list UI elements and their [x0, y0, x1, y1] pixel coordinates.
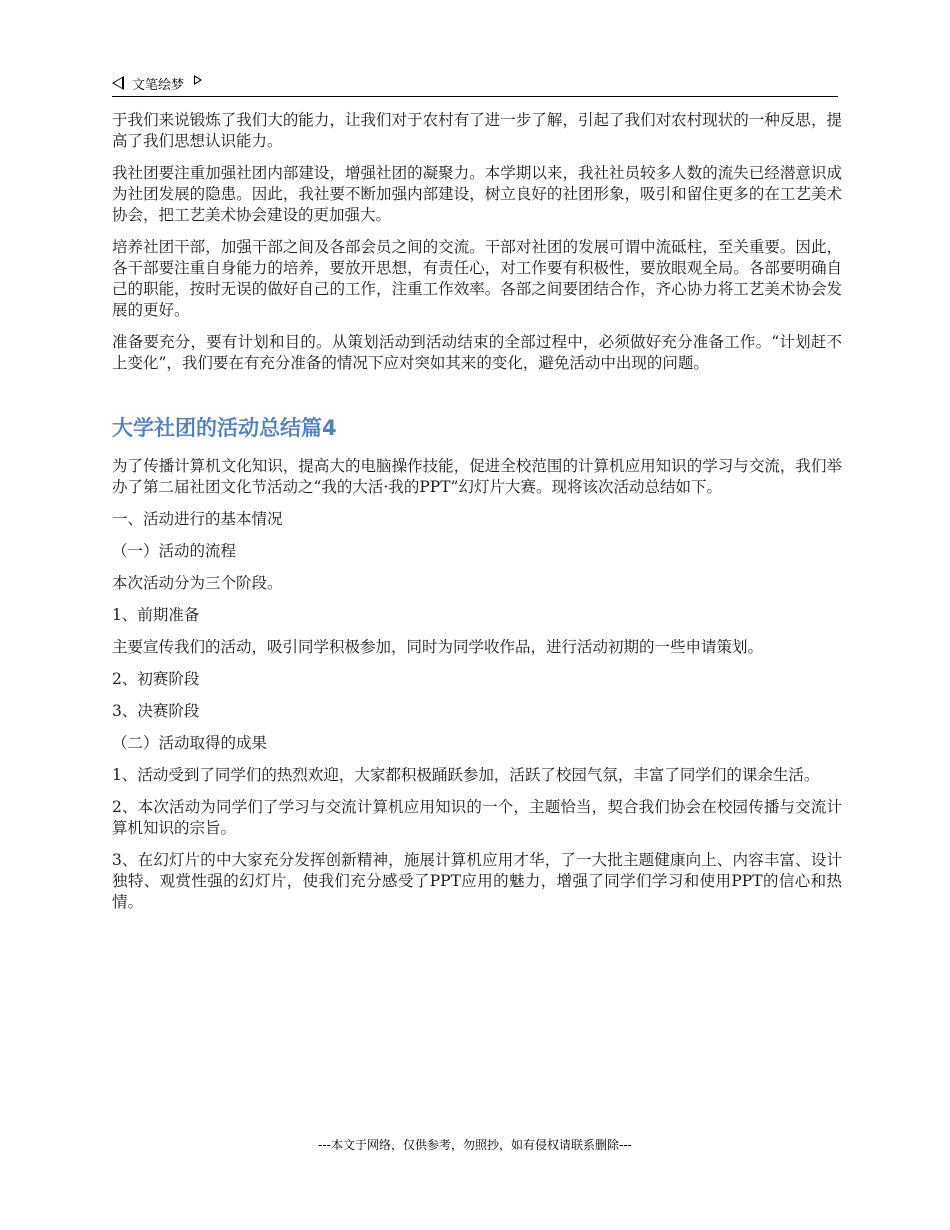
page-header [112, 70, 838, 97]
paragraph: 培养社团干部，加强干部之间及各部会员之间的交流。干部对社团的发展可谓中流砥柱，至关重要。因此，各干部要注重自身能力的培养，要放开思想，有责任心，对工作要有积极性，要放眼观全局。各部要明确自己的职能，按时无误的做好自己的工作，注重工作效率。各部之间要团结合作，齐心协力将工艺美术协会发展的更好。 [112, 238, 842, 319]
page-footer: ---本文于网络，仅供参考，勿照抄，如有侵权请联系删除--- [318, 1138, 632, 1152]
paragraph: （二）活动取得的成果 [112, 734, 268, 752]
section-title: 大学社团的活动总结篇4 [112, 416, 337, 440]
header-brand: 文笔绘梦 [132, 77, 185, 93]
triangle-left-icon [112, 76, 124, 90]
paragraph: 我社团要注重加强社团内部建设，增强社团的凝聚力。本学期以来，我社社员较多人数的流失已经潜意识成为社团发展的隐患。因此，我社要不断加强内部建设，树立良好的社团形象，吸引和留住更多的在工艺美术协会，把工艺美术协会建设的更加强大。 [112, 164, 842, 224]
paragraph: 于我们来说锻炼了我们大的能力，让我们对于农村有了进一步了解，引起了我们对农村现状的一种反思，提高了我们思想认识能力。 [112, 111, 842, 150]
paragraph: 1、活动受到了同学们的热烈欢迎，大家都积极踊跃参加，活跃了校园气氛，丰富了同学们的课余生活。 [112, 766, 820, 784]
paragraph: 一、活动进行的基本情况 [112, 510, 283, 528]
document-body [112, 110, 842, 924]
paragraph: 为了传播计算机文化知识，提高大的电脑操作技能，促进全校范围的计算机应用知识的学习与交流，我们举办了第二届社团文化节活动之“我的大活·我的PPT”幻灯片大赛。现将该次活动总结如下。 [112, 457, 842, 496]
paragraph: 准备要充分，要有计划和目的。从策划活动到活动结束的全部过程中，必须做好充分准备工作。“计划赶不上变化”，我们要在有充分准备的情况下应对突如其来的变化，避免活动中出现的问题。 [112, 333, 842, 372]
paragraph: 1、前期准备 [112, 606, 200, 624]
paragraph: （一）活动的流程 [112, 542, 237, 560]
triangle-right-icon [194, 75, 202, 85]
paragraph: 2、本次活动为同学们了学习与交流计算机应用知识的一个，主题恰当，契合我们协会在校园传播与交流计算机知识的宗旨。 [112, 798, 842, 837]
paragraph: 主要宣传我们的活动，吸引同学积极参加，同时为同学收作品，进行活动初期的一些申请策划。 [112, 638, 764, 656]
paragraph: 3、决赛阶段 [112, 702, 200, 720]
paragraph: 2、初赛阶段 [112, 670, 200, 688]
paragraph: 3、在幻灯片的中大家充分发挥创新精神，施展计算机应用才华，了一大批主题健康向上、内容丰富、设计独特、观赏性强的幻灯片，使我们充分感受了PPT应用的魅力，增强了同学们学习和使用PPT的信心和热情。 [112, 851, 842, 911]
paragraph: 本次活动分为三个阶段。 [112, 574, 283, 592]
